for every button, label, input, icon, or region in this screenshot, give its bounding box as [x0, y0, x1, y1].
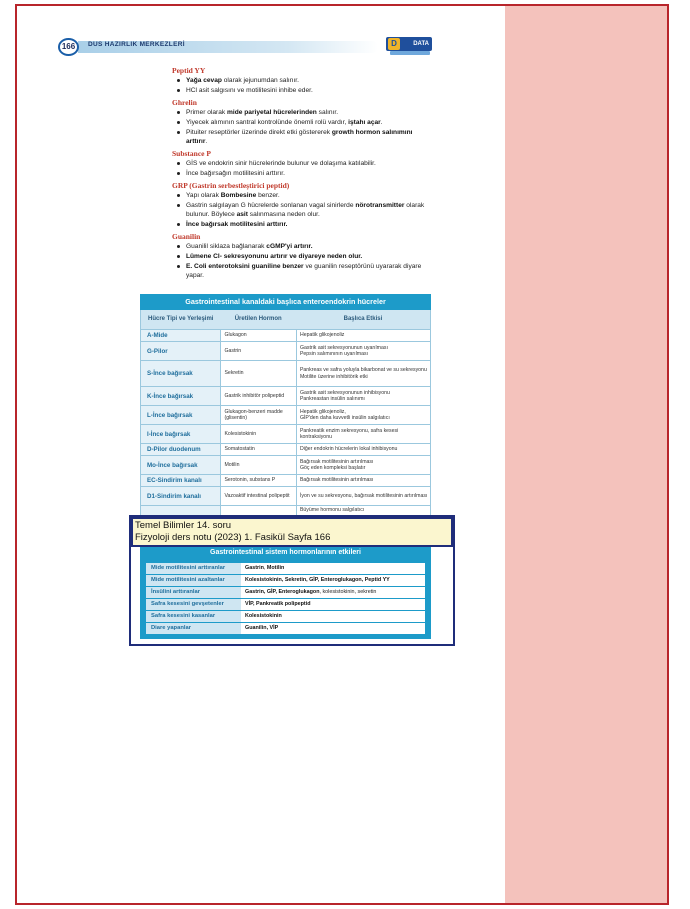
- table-row: [141, 425, 430, 444]
- cell-hormone: Serotonin, substans P: [220, 475, 295, 486]
- text-run: .: [205, 138, 208, 145]
- note-line-1: Temel Bilimler 14. soru: [135, 520, 232, 531]
- side-panel: [505, 4, 669, 905]
- text-run: benzer.: [256, 192, 280, 199]
- cell-hormone: Gastrik inhibitör polipeptid: [220, 387, 295, 405]
- bullet-item: [186, 86, 434, 95]
- bold-text: asit: [236, 211, 248, 218]
- cell-effect: [296, 456, 430, 474]
- bold-text: Guanilin, VİP: [245, 625, 279, 631]
- text-run: salınır.: [316, 109, 339, 116]
- bullet-item: [186, 201, 434, 219]
- logo-subbar: [390, 51, 430, 55]
- bold-text: Gastrin, GİP, Enteroglukagon: [245, 589, 320, 595]
- bullet-item: [186, 252, 434, 261]
- cell-type: [141, 506, 220, 515]
- text-run: Yapı olarak: [186, 192, 221, 199]
- note-line-2: Fizyoloji ders notu (2023) 1. Fasikül Sayfa 166: [135, 532, 331, 543]
- bold-text: Kolesistokinin, Sekretin, GİP, Enteroglukagon, Peptid YY: [245, 577, 390, 583]
- effect-key: Safra kesesini kasanlar: [146, 611, 241, 622]
- text-run: GİS ve endokrin sinir hücrelerinde bulunur ve dolaşıma katılabilir.: [186, 160, 376, 167]
- cell-hormone: Sekretin: [220, 361, 295, 386]
- table2-title: Gastrointestinal sistem hormonlarının etkileri: [140, 546, 431, 560]
- cell-effect: Diğer endokrin hücrelerin lokal inhibisyonu: [296, 444, 430, 455]
- table-row: [141, 456, 430, 475]
- cell-line: Pankreas ve safra yoluyla bikarbonat ve su sekresyonu: [299, 367, 427, 373]
- text-run: Pituiter reseptörler üzerinde direkt etki göstererek: [186, 129, 332, 136]
- table-row: [141, 406, 430, 425]
- bold-text: cGMP'yi artırır.: [266, 243, 313, 250]
- bullet-list: [172, 108, 434, 146]
- cell-hormone: Motilin: [220, 456, 295, 474]
- table1-header-hormone: Üretilen Hormon: [234, 316, 282, 322]
- content-area: [172, 66, 434, 283]
- bullet-item: [186, 108, 434, 117]
- section-title: Ghrelin: [172, 98, 197, 107]
- section-title: Guanilin: [172, 232, 201, 241]
- cell-effect: Bağırsak motilitesinin artırılması: [296, 475, 430, 486]
- cell-type: G-Pilor: [141, 342, 220, 360]
- page-number: 166: [58, 38, 79, 56]
- bullet-item: [186, 128, 434, 146]
- cell-hormone: Gastrin: [220, 342, 295, 360]
- bullet-item: [186, 159, 434, 168]
- cell-hormone: Kolesistokinin: [220, 425, 295, 443]
- data-logo: [386, 37, 432, 57]
- cell-line: Pepsin salımınının uyarılması: [299, 351, 368, 357]
- effect-key: İnsülini arttıranlar: [146, 587, 241, 598]
- table1-rows: [141, 330, 430, 516]
- text-run: salınmasına neden olur.: [247, 211, 320, 218]
- enteroendocrine-table: [140, 294, 431, 516]
- effect-key: Safra kesesini gevşetenler: [146, 599, 241, 610]
- table-row: [141, 475, 430, 487]
- table-row: [141, 361, 430, 387]
- text-run: olarak jejunumdan salınır.: [221, 77, 299, 84]
- bold-text: Yağa cevap: [186, 77, 222, 84]
- cell-effect: [296, 342, 430, 360]
- section-title: GRP (Gastrin serbestleştirici peptid): [172, 181, 290, 190]
- bullet-list: [172, 159, 434, 178]
- table1-header-cell: Hücre Tipi ve Yerleşimi: [147, 316, 214, 322]
- text-run: HCl asit salgısını ve motilitesini inhibe eder.: [186, 87, 313, 94]
- cell-hormone: Glukagon: [220, 330, 295, 341]
- cell-line: Göç eden kompleksi başlatır: [299, 465, 366, 471]
- bullet-item: [186, 220, 434, 229]
- bold-text: E. Coli enterotoksini guaniline benzer: [186, 263, 304, 270]
- bold-text: İnce bağırsak motilitesini arttırır.: [186, 221, 288, 228]
- cell-line: Bağırsak motilitesinin artırılması: [299, 458, 374, 465]
- cell-type: D1-Sindirim kanalı: [141, 487, 220, 505]
- cell-line: Pankreastan insülin salınımı: [299, 396, 365, 402]
- cell-type: S-İnce bağırsak: [141, 361, 220, 386]
- cell-hormone: [220, 506, 295, 515]
- section-title: Substance P: [172, 149, 211, 158]
- cell-type: K-İnce bağırsak: [141, 387, 220, 405]
- cell-line: GİP'den daha kuvvetli insülin salgılatıcı: [299, 415, 390, 421]
- table1-header-effect: Başlıca Etkisi: [343, 316, 383, 322]
- bold-text: iştahı açar: [348, 119, 381, 126]
- text-run: .: [380, 119, 383, 126]
- cell-effect: Büyüme hormonu salgılatıcı: [296, 506, 430, 515]
- cell-hormone: Vazoaktif intestinal polipeptit: [220, 487, 295, 505]
- bold-text: VİP, Pankreatik polipeptid: [245, 601, 311, 607]
- bold-text: mide pariyetal hücrelerinden: [227, 109, 317, 116]
- cell-line: Gastrik asit sekresyonunun uyarılması: [299, 344, 388, 351]
- cell-effect: İyon ve su sekresyonu, bağırsak motilitesinin artırılması: [296, 487, 430, 505]
- section-title: Peptid YY: [172, 66, 206, 75]
- cell-type: L-İnce bağırsak: [141, 406, 220, 424]
- effect-key: Mide motilitesini azaltanlar: [146, 575, 241, 586]
- table1-title: Gastrointestinal kanaldaki başlıca enteroendokrin hücreler: [140, 294, 431, 310]
- table-row: [141, 342, 430, 361]
- bullet-list: [172, 242, 434, 280]
- bold-text: Motilin: [266, 565, 285, 571]
- cell-type: I-İnce bağırsak: [141, 425, 220, 443]
- source-note: [131, 517, 453, 547]
- cell-line: Hepatik glikojenoliz,: [299, 408, 346, 415]
- bold-text: nörotransmitter: [355, 202, 405, 209]
- table-row: [141, 487, 430, 506]
- text-run: Gastrin salgılayan G hücrelerde sonlanan vagal sinirlerde: [186, 202, 356, 209]
- bullet-item: [186, 262, 434, 280]
- bullet-item: [186, 242, 434, 251]
- bold-text: growth hormon salınımını arttırır: [186, 129, 413, 145]
- bold-text: Lümene Cl- sekresyonunu artırır ve diyareye neden olur.: [186, 253, 363, 260]
- cell-effect: Pankreatik enzim sekresyonu, safra kesesi kontraksiyonu: [296, 425, 430, 443]
- table-row: [141, 444, 430, 456]
- cell-type: Mo-İnce bağırsak: [141, 456, 220, 474]
- text-run: Guanilil siklaza bağlanarak: [186, 243, 267, 250]
- text-run: , kolesistokinin, sekretin: [319, 589, 377, 595]
- effect-key: Diare yapanlar: [146, 623, 241, 634]
- cell-effect: Hepatik glikojenoliz: [296, 330, 430, 341]
- cell-hormone: Somatostatin: [220, 444, 295, 455]
- bullet-list: [172, 76, 434, 95]
- bold-text: Gastrin: [245, 565, 264, 571]
- table-row: [141, 330, 430, 342]
- logo-text: DATA: [386, 37, 432, 51]
- cell-line: Motilite üzerine inhibitörik etki: [299, 373, 368, 380]
- text-run: ,: [263, 565, 267, 571]
- text-run: Primer olarak: [186, 109, 228, 116]
- cell-type: D-Pilor duodenum: [141, 444, 220, 455]
- table1-header-row: [141, 310, 430, 330]
- cell-effect: [296, 406, 430, 424]
- cell-type: EC-Sindirim kanalı: [141, 475, 220, 486]
- bullet-list: [172, 191, 434, 229]
- page-header: [58, 38, 432, 56]
- header-title: DUS HAZIRLIK MERKEZLERİ: [88, 41, 185, 48]
- cell-hormone: Glukagon-benzeri madde (glisentin): [220, 406, 295, 424]
- text-run: Yiyecek alımının santral kontrolünde önemli rolü vardır,: [186, 119, 349, 126]
- text-run: ve guanilin reseptörünü uyararak diyare yapar.: [186, 263, 422, 279]
- text-run: İnce bağırsağın motilitesini arttırır.: [186, 170, 285, 177]
- bold-text: Bombesine: [220, 192, 257, 199]
- effect-key: Mide motilitesini arttıranlar: [146, 563, 241, 574]
- bullet-item: [186, 118, 434, 127]
- bold-text: Kolesistokinin: [245, 613, 282, 619]
- bullet-item: [186, 191, 434, 200]
- text-run: olarak bulunur. Böylece: [186, 202, 425, 218]
- cell-line: Gastrik asit sekresyonunun inhibisyonu: [299, 389, 390, 396]
- cell-effect: [296, 361, 430, 386]
- cell-effect: [296, 387, 430, 405]
- cell-type: A-Mide: [141, 330, 220, 341]
- logo-letter: D: [388, 38, 400, 50]
- bullet-item: [186, 76, 434, 85]
- bullet-item: [186, 169, 434, 178]
- table1-body: [140, 310, 431, 516]
- table-row: [141, 387, 430, 406]
